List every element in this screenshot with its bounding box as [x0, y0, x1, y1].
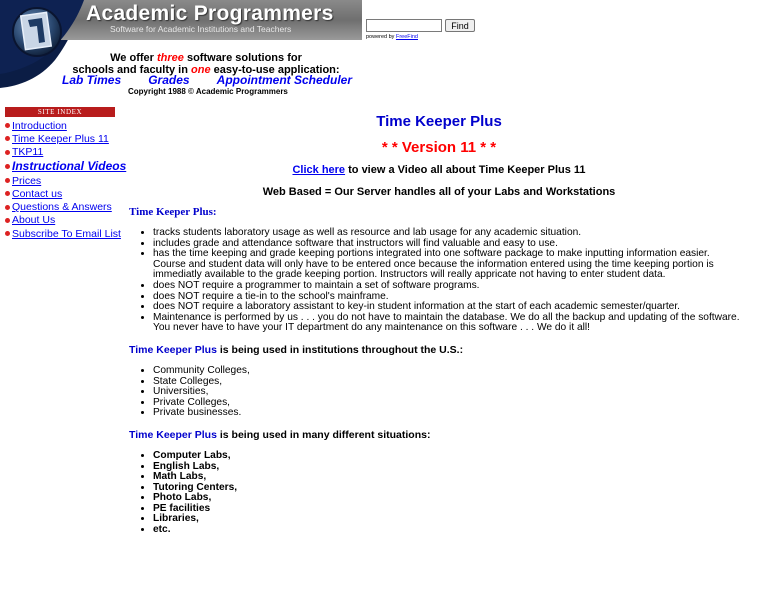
list-item: • Math Labs, — [153, 472, 749, 483]
site-subtitle: Software for Academic Institutions and Teachers — [110, 24, 292, 34]
nav-link[interactable]: Instructional Videos — [12, 159, 127, 174]
list-item: • Private Colleges, — [153, 398, 749, 409]
search-input[interactable] — [366, 19, 442, 32]
institutions-heading-text: is being used in institutions throughout the U.S.: — [219, 343, 464, 356]
promo-line-2-emphasis: one — [191, 64, 211, 76]
promo-line-1b: software solutions for — [186, 52, 302, 64]
sidebar-item-introduction — [5, 119, 126, 132]
tkp-label: Time Keeper Plus: — [129, 206, 217, 218]
bullet-icon — [5, 218, 10, 223]
site-index-heading: SITE INDEX — [5, 107, 115, 117]
nav-link[interactable]: Subscribe To Email List — [12, 227, 121, 240]
main-content — [129, 113, 749, 536]
page-title: Time Keeper Plus — [376, 113, 502, 130]
sidebar-item-prices — [5, 174, 126, 187]
grades-link[interactable]: Grades — [148, 73, 190, 87]
list-item: • tracks students laboratory usage as well as resource and lab usage for any academic situation. — [153, 228, 745, 239]
version-heading: * * Version 11 * * — [381, 139, 497, 156]
web-based-line: Web Based = Our Server handles all of your Labs and Workstations — [262, 186, 616, 198]
powered-by-text: powered by — [366, 34, 395, 40]
bullet-icon — [5, 150, 10, 155]
bullet-icon — [5, 178, 10, 183]
institutions-heading-brand: Time Keeper Plus — [129, 343, 217, 356]
situations-heading-brand: Time Keeper Plus — [129, 428, 217, 441]
nav-link[interactable]: Introduction — [12, 119, 67, 132]
bullet-icon — [5, 136, 10, 141]
powered-by — [366, 34, 476, 40]
situations-heading-text: is being used in many different situations: — [219, 428, 431, 441]
nav-link[interactable]: TKP11 — [12, 146, 44, 159]
feature-list — [129, 228, 745, 334]
video-line-text: to view a Video all about Time Keeper Plus 11 — [348, 164, 586, 176]
list-item: • English Labs, — [153, 462, 749, 473]
bullet-icon — [5, 231, 10, 236]
search-box — [366, 19, 476, 40]
sidebar-item-about-us — [5, 214, 126, 227]
list-item: • Photo Labs, — [153, 493, 749, 504]
site-title: Academic Programmers — [86, 2, 334, 25]
institutions-heading — [129, 344, 749, 356]
lab-times-link[interactable]: Lab Times — [62, 73, 122, 87]
bullet-icon — [5, 191, 10, 196]
list-item: • State Colleges, — [153, 377, 749, 388]
nav-link[interactable]: Time Keeper Plus 11 — [12, 132, 109, 145]
sidebar-item-contact-us — [5, 187, 126, 200]
sidebar-item-subscribe — [5, 227, 126, 240]
list-item: • does NOT require a laboratory assistant to key-in student information at the start of each academic semester/quarter. — [153, 302, 745, 313]
list-item: • Private businesses. — [153, 408, 749, 419]
nav-link[interactable]: Prices — [12, 174, 42, 187]
nav-link[interactable]: Questions & Answers — [12, 201, 112, 214]
list-item: • Computer Labs, — [153, 451, 749, 462]
sidebar-item-questions-answers — [5, 200, 126, 213]
list-item: • PE facilities — [153, 504, 749, 515]
list-item: • Universities, — [153, 387, 749, 398]
list-item: • Community Colleges, — [153, 366, 749, 377]
bullet-icon — [5, 164, 10, 169]
copyright: Copyright 1988 © Academic Programmers — [128, 87, 288, 96]
ap-logo-icon — [12, 6, 62, 58]
list-item: • has the time keeping and grade keeping portions integrated into one software package to make inputting information easier. Course and student data will only have to be entered once because the information entered using the time keeping portion is immediatly available to the grade keeping portion. Instructors will really appricate not having to enter student data. — [153, 249, 745, 281]
sidebar-item-time-keeper-plus-11 — [5, 132, 126, 145]
list-item: • Libraries, — [153, 514, 749, 525]
search-row — [366, 19, 476, 32]
app-links — [62, 73, 352, 87]
institutions-list — [129, 366, 749, 419]
list-item: • Maintenance is performed by us . . . you do not have to maintain the database. We do all the backup and updating of the software. You never have to have your IT department do any maintenance on this software . . . We do it all! — [153, 313, 745, 334]
situations-list — [129, 451, 749, 536]
bullet-icon — [5, 123, 10, 128]
situations-heading — [129, 429, 749, 441]
promo-line-2b: easy-to-use application: — [213, 64, 340, 76]
list-item: • does NOT require a programmer to maintain a set of software programs. — [153, 281, 745, 292]
sidebar-nav — [5, 119, 126, 240]
nav-link[interactable]: Contact us — [12, 187, 63, 200]
nav-link[interactable]: About Us — [12, 214, 56, 227]
list-item: • includes grade and attendance software that instructors will find valuable and easy to use. — [153, 239, 745, 250]
appointment-scheduler-link[interactable]: Appointment Scheduler — [216, 73, 352, 87]
bullet-icon — [5, 205, 10, 210]
freefind-link[interactable]: FreeFind — [395, 34, 418, 40]
sidebar-item-tkp11 — [5, 146, 126, 159]
video-click-here-link[interactable]: Click here — [292, 164, 346, 176]
sidebar-item-instructional-videos — [5, 159, 126, 174]
list-item: • Tutoring Centers, — [153, 483, 749, 494]
promo-line-1a: We offer — [110, 52, 154, 64]
list-item: • does NOT require a tie-in to the school's mainframe. — [153, 292, 745, 303]
find-button[interactable]: Find — [445, 19, 475, 32]
promo-line-1 — [66, 52, 346, 64]
video-line — [129, 164, 749, 176]
promo-line-1-emphasis: three — [157, 52, 184, 64]
promo-line-2a: schools and faculty in — [72, 64, 188, 76]
list-item: • etc. — [153, 525, 749, 536]
